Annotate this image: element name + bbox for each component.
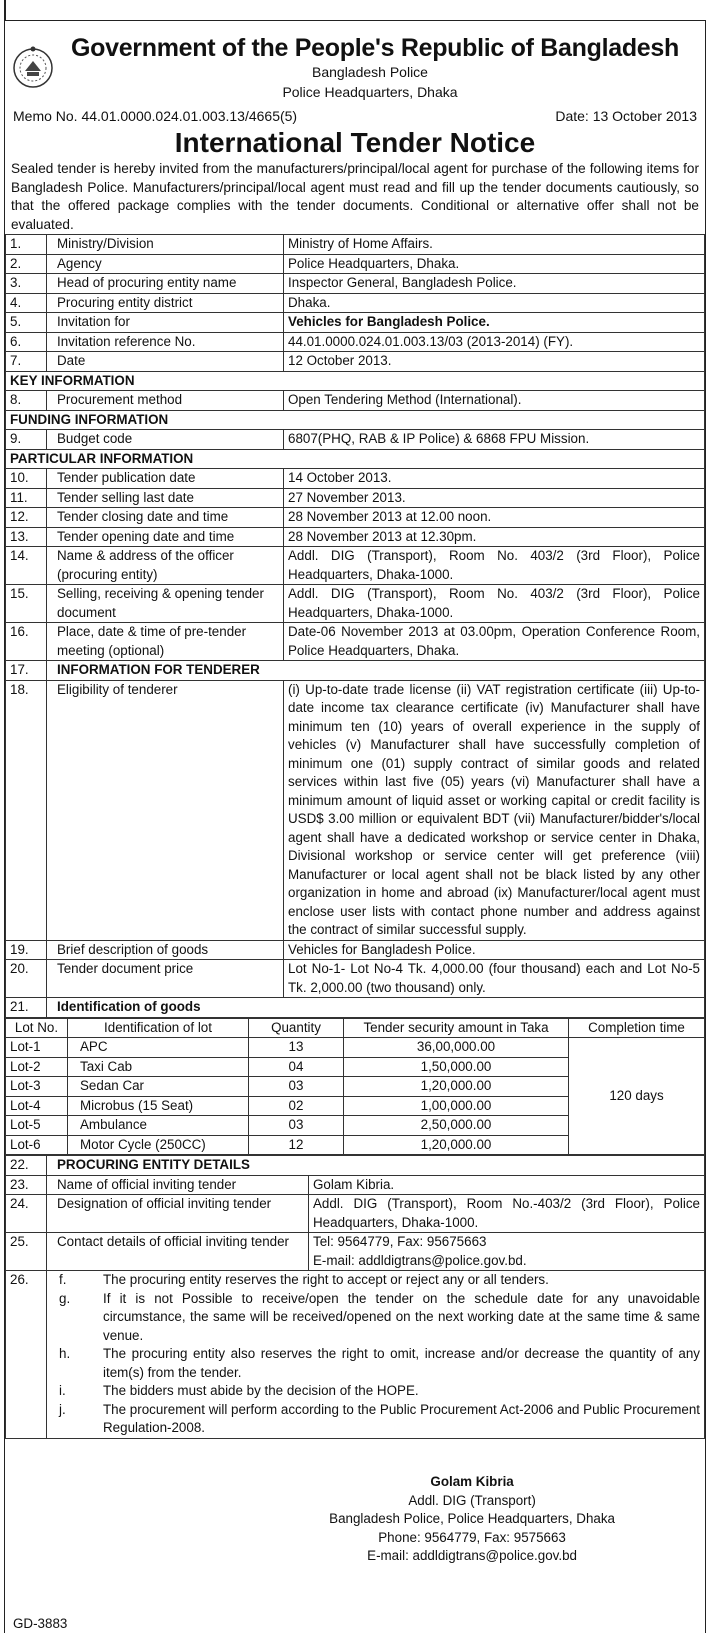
goods-row: Lot-6 Motor Cycle (250CC) 12 1,20,000.00	[6, 1135, 705, 1155]
agency-name: Bangladesh Police	[5, 63, 705, 82]
table-row: 9. Budget code 6807(PHQ, RAB & IP Police) & 6868 FPU Mission.	[6, 430, 705, 450]
table-row: 22. PROCURING ENTITY DETAILS	[6, 1156, 705, 1176]
goods-row: Lot-2 Taxi Cab 04 1,50,000.00	[6, 1057, 705, 1077]
government-heading: Government of the People's Republic of Bangladesh	[5, 31, 705, 66]
goods-table	[5, 1018, 705, 1156]
condition-item: h. The procuring entity also reserves the right to omit, increase and/or decrease the quantity of any item(s) from the tender.	[59, 1345, 700, 1382]
table-row: 10. Tender publication date 14 October 2013.	[6, 469, 705, 489]
memo-date: Date: 13 October 2013	[555, 107, 697, 126]
notice-header	[5, 21, 705, 97]
signatory-email: E-mail: addldigtrans@police.gov.bd	[329, 1547, 615, 1566]
signatory-phone: Phone: 9564779, Fax: 9575663	[329, 1529, 615, 1548]
contact-phone: Tel: 9564779, Fax: 95675663	[313, 1233, 700, 1252]
goods-row: Lot-5 Ambulance 03 2,50,000.00	[6, 1116, 705, 1136]
table-row: 2. Agency Police Headquarters, Dhaka.	[6, 254, 705, 274]
conditions-list	[59, 1271, 700, 1438]
table-row: 17. INFORMATION FOR TENDERER	[6, 661, 705, 681]
condition-item: g. If it is not Possible to receive/open the tender on the schedule date for any unavoidable circumstance, the same will be received/opened on the next working date at the same time & same venue.	[59, 1290, 700, 1346]
section-heading-particular: PARTICULAR INFORMATION	[6, 449, 705, 469]
table-row: 1. Ministry/Division Ministry of Home Affairs.	[6, 235, 705, 255]
goods-row: Lot-1 APC 13 36,00,000.00 120 days	[6, 1038, 705, 1058]
signatory-office: Bangladesh Police, Police Headquarters, Dhaka	[329, 1510, 615, 1529]
table-row: 18. Eligibility of tenderer (i) Up-to-date trade license (ii) VAT registration certificate (iii) Up-to-date income tax clearance certificate (iv) Manufacturer shall have minimum ten (10) years of overall experience in the supply of vehicles (v) Manufacturer shall have successfully completion of minimum one (01) supply contract of similar goods and related services within last five (05) years (vi) Manufacturer shall have a minimum amount of liquid asset or working capital or credit facility is USD$ 3.00 million or equivalent BDT (vii) Manufacturer/bidder's/local agent shall have a dedicated workshop or service center in Dhaka, Divisional workshop or service center will get preference (viii) Manufacturer or local agent shall not be black listed by any other organization in home and abroad (ix) Manufacturer/local agent must enclose user lists with contact phone number and address against the contract of similar successful supply.	[6, 680, 705, 940]
completion-time: 120 days	[569, 1038, 705, 1155]
intro-paragraph: Sealed tender is hereby invited from the manufacturers/principal/local agent for purchase of the following items for Bangladesh Police. Manufacturers/principal/local agent must read and fill up the tender documents cautiously, so that the offered package complies with the tender documents. Conditional or alternative offer shall not be evaluated.	[5, 160, 705, 234]
contact-email: E-mail: addldigtrans@police.gov.bd.	[313, 1252, 700, 1271]
table-row: 26. f. The procuring entity reserves the right to accept or reject any or all tenders. g. If it is not Possible to receive/open the tender on the schedule date for any unavoidable circumstance, the same will be received/opened on the next working date at the same time & same venue. h. The procuring entity also reserves the right to omit, increase and/or decrease the quantity of any item(s) from the tender. i. The bidders must abide by the decision of the HOPE. j. The procurement will perform according to the Public Procurement Act-2006 and Public Procurement Regulation-2008.	[6, 1271, 705, 1439]
signature-block	[329, 1473, 615, 1566]
procuring-entity-table	[5, 1155, 705, 1439]
section-heading-funding: FUNDING INFORMATION	[6, 410, 705, 430]
table-row: 7. Date 12 October 2013.	[6, 352, 705, 372]
condition-item: j. The procurement will perform according to the Public Procurement Act-2006 and Public Procurement Regulation-2008.	[59, 1401, 700, 1438]
table-row: 16. Place, date & time of pre-tender meeting (optional) Date-06 November 2013 at 03.00pm, Operation Conference Room, Police Headquarters, Dhaka.	[6, 623, 705, 661]
condition-item: f. The procuring entity reserves the right to accept or reject any or all tenders.	[59, 1271, 700, 1290]
table-row: 20. Tender document price Lot No-1- Lot No-4 Tk. 4,000.00 (four thousand) each and Lot No-5 Tk. 2,000.00 (two thousand) only.	[6, 960, 705, 998]
table-row: 19. Brief description of goods Vehicles for Bangladesh Police.	[6, 940, 705, 960]
notice-title: International Tender Notice	[5, 126, 705, 160]
goods-row: Lot-3 Sedan Car 03 1,20,000.00	[6, 1077, 705, 1097]
section-heading-key: KEY INFORMATION	[6, 371, 705, 391]
table-row: 4. Procuring entity district Dhaka.	[6, 293, 705, 313]
table-row: 12. Tender closing date and time 28 November 2013 at 12.00 noon.	[6, 508, 705, 528]
table-row: 25. Contact details of official inviting tender Tel: 9564779, Fax: 95675663 E-mail: addldigtrans@police.gov.bd.	[6, 1233, 705, 1271]
table-row: 21. Identification of goods	[6, 998, 705, 1018]
table-row: 3. Head of procuring entity name Inspector General, Bangladesh Police.	[6, 274, 705, 294]
table-row: 14. Name & address of the officer (procuring entity) Addl. DIG (Transport), Room No. 403/2 (3rd Floor), Police Headquarters, Dhaka-1000.	[6, 547, 705, 585]
table-row: 13. Tender opening date and time 28 November 2013 at 12.30pm.	[6, 527, 705, 547]
table-row: 6. Invitation reference No. 44.01.0000.024.01.003.13/03 (2013-2014) (FY).	[6, 332, 705, 352]
table-row: 15. Selling, receiving & opening tender document Addl. DIG (Transport), Room No. 403/2 (3rd Floor), Police Headquarters, Dhaka-1000.	[6, 585, 705, 623]
tender-notice	[4, 20, 706, 1633]
condition-item: i. The bidders must abide by the decision of the HOPE.	[59, 1382, 700, 1401]
goods-row: Lot-4 Microbus (15 Seat) 02 1,00,000.00	[6, 1096, 705, 1116]
office-name: Police Headquarters, Dhaka	[5, 83, 705, 102]
table-row: 11. Tender selling last date 27 November 2013.	[6, 488, 705, 508]
table-row: 8. Procurement method Open Tendering Method (International).	[6, 391, 705, 411]
memo-number: Memo No. 44.01.0000.024.01.003.13/4665(5)	[13, 107, 297, 126]
signatory-designation: Addl. DIG (Transport)	[329, 1492, 615, 1511]
signatory-name: Golam Kibria	[329, 1473, 615, 1492]
tender-info-table	[5, 234, 705, 1018]
table-row: 5. Invitation for Vehicles for Bangladesh Police.	[6, 313, 705, 333]
table-row: 23. Name of official inviting tender Golam Kibria.	[6, 1175, 705, 1195]
table-row: 24. Designation of official inviting tender Addl. DIG (Transport), Room No.-403/2 (3rd Floor), Police Headquarters, Dhaka-1000.	[6, 1195, 705, 1233]
footer-code: GD-3883	[13, 1615, 67, 1633]
goods-header-row: Lot No. Identification of lot Quantity Tender security amount in Taka Completion time	[6, 1018, 705, 1038]
